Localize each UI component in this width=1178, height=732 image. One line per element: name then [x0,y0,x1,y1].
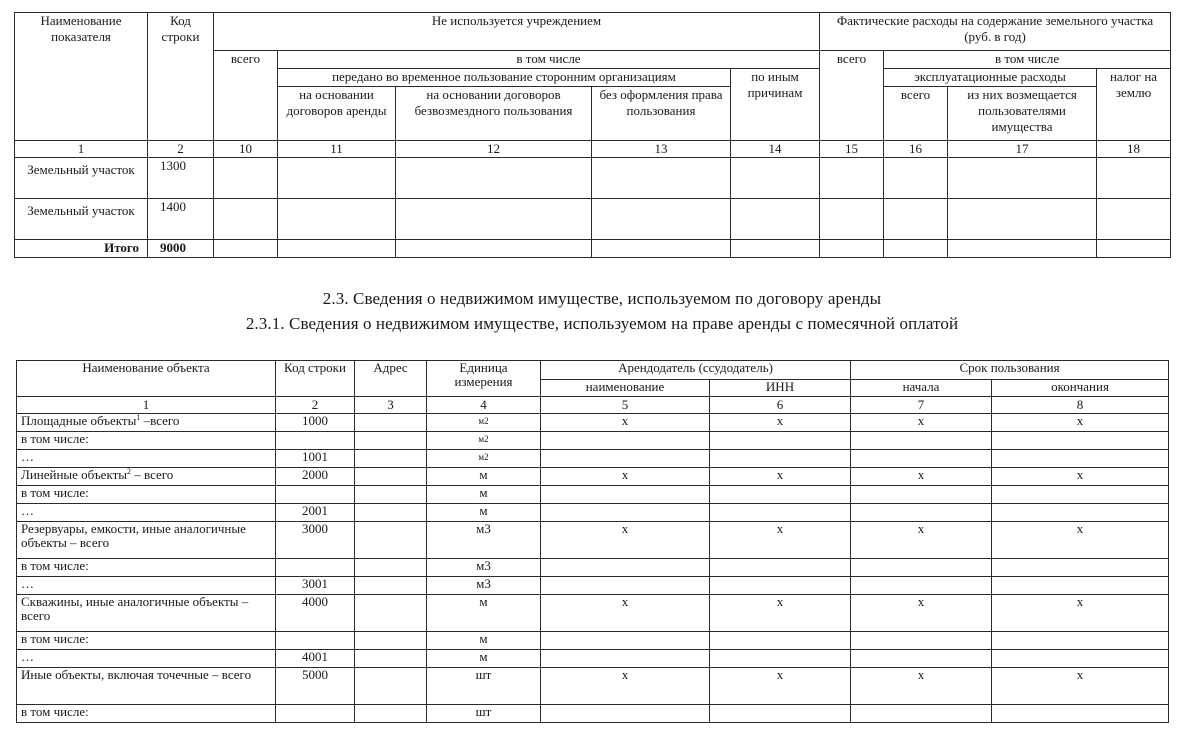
start-cell: x [851,414,992,432]
address-cell[interactable] [355,559,427,577]
table-row [17,414,1169,432]
end-cell[interactable] [992,432,1169,450]
table-row [15,199,1171,240]
table-row [17,559,1169,577]
data-cell[interactable] [884,158,948,199]
unit-cell: м [427,504,541,522]
row-code [276,705,355,723]
header-total-expenses: всего [820,51,884,141]
header-name: Наименование показателя [15,13,148,141]
col-number: 11 [278,141,396,158]
object-name: Резервуары, емкости, иные аналогичные объекты – всего [17,522,276,559]
row-code: 1400 [148,199,214,240]
address-cell[interactable] [355,577,427,595]
unit-cell: м2 [427,414,541,432]
row-code: 1300 [148,158,214,199]
data-cell[interactable] [278,240,396,258]
row-code [276,559,355,577]
data-cell[interactable] [396,240,592,258]
table-row [17,705,1169,723]
header-total-not-used: всего [214,51,278,141]
header-free-use: на основании договоров безвозмездного пользования [396,87,592,141]
object-name: Иные объекты, включая точечные – всего [17,668,276,705]
address-cell[interactable] [355,668,427,705]
lessor-name-cell[interactable] [541,559,710,577]
table-row [15,158,1171,199]
row-code: 2001 [276,504,355,522]
address-cell[interactable] [355,468,427,486]
inn-cell: x [710,468,851,486]
row-code: 1000 [276,414,355,432]
address-cell[interactable] [355,414,427,432]
address-cell[interactable] [355,504,427,522]
unit-cell: шт [427,668,541,705]
unit-cell: шт [427,705,541,723]
end-cell: x [992,468,1169,486]
data-cell[interactable] [820,240,884,258]
data-cell[interactable] [278,158,396,199]
header-operating-total: всего [884,87,948,141]
unit-cell: м [427,468,541,486]
unit-cell: м3 [427,577,541,595]
col-number: 8 [992,397,1169,414]
table-body [17,414,1169,723]
header-lessor: Арендодатель (ссудодатель) [541,361,851,380]
address-cell[interactable] [355,450,427,468]
inn-cell[interactable] [710,650,851,668]
end-cell[interactable] [992,577,1169,595]
row-code: 1001 [276,450,355,468]
header-no-registration: без оформления права пользования [592,87,731,141]
address-cell[interactable] [355,632,427,650]
table-row [17,504,1169,522]
total-label: Итого [15,240,148,258]
data-cell[interactable] [731,199,820,240]
object-name: … [17,504,276,522]
inn-cell: x [710,668,851,705]
data-cell[interactable] [592,158,731,199]
object-name: в том числе: [17,432,276,450]
unit-cell: м [427,650,541,668]
total-code: 9000 [148,240,214,258]
row-code: 2000 [276,468,355,486]
data-cell[interactable] [214,199,278,240]
lessor-name-cell[interactable] [541,650,710,668]
unit-cell: м2 [427,450,541,468]
table-row [17,577,1169,595]
header-end: окончания [992,380,1169,397]
col-number: 2 [276,397,355,414]
col-number: 15 [820,141,884,158]
col-number: 3 [355,397,427,414]
data-cell[interactable] [592,199,731,240]
row-code [276,486,355,504]
data-cell[interactable] [884,240,948,258]
table-row [17,632,1169,650]
header-other-reasons: по иным причинам [731,69,820,141]
data-cell[interactable] [948,240,1097,258]
lessor-name-cell: x [541,595,710,632]
header-inn: ИНН [710,380,851,397]
data-cell[interactable] [1097,240,1171,258]
data-cell[interactable] [396,158,592,199]
row-code: 3000 [276,522,355,559]
header-including-expenses: в том числе [884,51,1171,69]
lessor-name-cell[interactable] [541,432,710,450]
end-cell[interactable] [992,705,1169,723]
col-number: 7 [851,397,992,414]
lessor-name-cell[interactable] [541,705,710,723]
inn-cell[interactable] [710,705,851,723]
object-name: в том числе: [17,559,276,577]
table-row [17,522,1169,559]
end-cell[interactable] [992,504,1169,522]
lessor-name-cell[interactable] [541,577,710,595]
end-cell[interactable] [992,650,1169,668]
header-operating: эксплуатационные расходы [884,69,1097,87]
address-cell[interactable] [355,522,427,559]
end-cell[interactable] [992,632,1169,650]
inn-cell[interactable] [710,450,851,468]
header-lease: на основании договоров аренды [278,87,396,141]
inn-cell[interactable] [710,577,851,595]
header-start: начала [851,380,992,397]
col-number: 4 [427,397,541,414]
lessor-name-cell[interactable] [541,450,710,468]
col-number: 17 [948,141,1097,158]
row-code: 3001 [276,577,355,595]
table-row [17,450,1169,468]
start-cell: x [851,668,992,705]
col-number: 1 [17,397,276,414]
row-code: 4001 [276,650,355,668]
object-name: … [17,577,276,595]
row-code: 4000 [276,595,355,632]
data-cell[interactable] [948,199,1097,240]
unit-cell: м3 [427,559,541,577]
end-cell[interactable] [992,450,1169,468]
data-cell[interactable] [592,240,731,258]
end-cell: x [992,522,1169,559]
unit-cell: м2 [427,432,541,450]
table-row [15,240,1171,258]
header-code: Код строки [276,361,355,397]
data-cell[interactable] [214,158,278,199]
inn-cell[interactable] [710,486,851,504]
header-actual-expenses: Фактические расходы на содержание земельного участка (руб. в год) [820,13,1171,51]
object-name: … [17,650,276,668]
end-cell: x [992,414,1169,432]
inn-cell[interactable] [710,632,851,650]
unit-cell: м3 [427,522,541,559]
lessor-name-cell[interactable] [541,632,710,650]
object-name: Скважины, иные аналогичные объекты – всего [17,595,276,632]
row-code [276,432,355,450]
data-cell[interactable] [214,240,278,258]
header-reimbursed: из них возмещается пользователями имущества [948,87,1097,141]
col-number: 16 [884,141,948,158]
data-cell[interactable] [731,240,820,258]
inn-cell[interactable] [710,559,851,577]
object-name: Линейные объекты$^2$ – всего [17,468,276,486]
subsection-heading: 2.3.1. Сведения о недвижимом имуществе, используемом на праве аренды с помесячной оплатой [245,314,959,333]
inn-cell[interactable] [710,432,851,450]
row-code: 5000 [276,668,355,705]
lessor-name-cell: x [541,668,710,705]
col-number: 1 [15,141,148,158]
header-unit: Единица измерения [427,361,541,397]
start-cell: x [851,595,992,632]
col-number: 12 [396,141,592,158]
lessor-name-cell: x [541,522,710,559]
header-address: Адрес [355,361,427,397]
object-name: в том числе: [17,486,276,504]
leased-property-table [16,360,1169,723]
table-row [17,595,1169,632]
data-cell[interactable] [731,158,820,199]
inn-cell[interactable] [710,504,851,522]
address-cell[interactable] [355,486,427,504]
header-code: Код строки [148,13,214,141]
col-number: 10 [214,141,278,158]
address-cell[interactable] [355,705,427,723]
header-land-tax: налог на землю [1097,69,1171,141]
table-row [17,668,1169,705]
header-object-name: Наименование объекта [17,361,276,397]
header-transferred: передано во временное пользование сторонним организациям [278,69,731,87]
object-name: … [17,450,276,468]
col-number: 13 [592,141,731,158]
col-number: 5 [541,397,710,414]
data-cell[interactable] [396,199,592,240]
inn-cell: x [710,595,851,632]
unit-cell: м [427,595,541,632]
row-code [276,632,355,650]
start-cell[interactable] [851,504,992,522]
end-cell: x [992,595,1169,632]
start-cell: x [851,522,992,559]
address-cell[interactable] [355,650,427,668]
table-row [17,468,1169,486]
object-name: Площадные объекты$^1$ –всего [17,414,276,432]
header-lessor-name: наименование [541,380,710,397]
table-row [17,432,1169,450]
start-cell[interactable] [851,450,992,468]
data-cell[interactable] [1097,158,1171,199]
lessor-name-cell[interactable] [541,504,710,522]
inn-cell: x [710,414,851,432]
data-cell[interactable] [884,199,948,240]
data-cell[interactable] [948,158,1097,199]
row-name: Земельный участок [15,158,148,199]
lessor-name-cell: x [541,468,710,486]
unit-cell: м [427,486,541,504]
col-number: 6 [710,397,851,414]
row-name: Земельный участок [15,199,148,240]
header-including-not-used: в том числе [278,51,820,69]
end-cell[interactable] [992,486,1169,504]
land-expenses-table [14,12,1171,258]
address-cell[interactable] [355,432,427,450]
unit-cell: м [427,632,541,650]
section-heading: 2.3. Сведения о недвижимом имуществе, используемом по договору аренды [322,289,882,308]
lessor-name-cell: x [541,414,710,432]
start-cell[interactable] [851,486,992,504]
object-name: в том числе: [17,705,276,723]
start-cell[interactable] [851,632,992,650]
start-cell: x [851,468,992,486]
start-cell[interactable] [851,432,992,450]
table-row [17,486,1169,504]
data-cell[interactable] [820,199,884,240]
end-cell[interactable] [992,559,1169,577]
col-number: 18 [1097,141,1171,158]
data-cell[interactable] [820,158,884,199]
start-cell[interactable] [851,650,992,668]
data-cell[interactable] [278,199,396,240]
col-number: 14 [731,141,820,158]
end-cell: x [992,668,1169,705]
start-cell[interactable] [851,577,992,595]
object-name: в том числе: [17,632,276,650]
start-cell[interactable] [851,705,992,723]
address-cell[interactable] [355,595,427,632]
lessor-name-cell[interactable] [541,486,710,504]
data-cell[interactable] [1097,199,1171,240]
header-not-used: Не используется учреждением [214,13,820,51]
header-term: Срок пользования [851,361,1169,380]
table-row [17,650,1169,668]
inn-cell: x [710,522,851,559]
col-number: 2 [148,141,214,158]
start-cell[interactable] [851,559,992,577]
